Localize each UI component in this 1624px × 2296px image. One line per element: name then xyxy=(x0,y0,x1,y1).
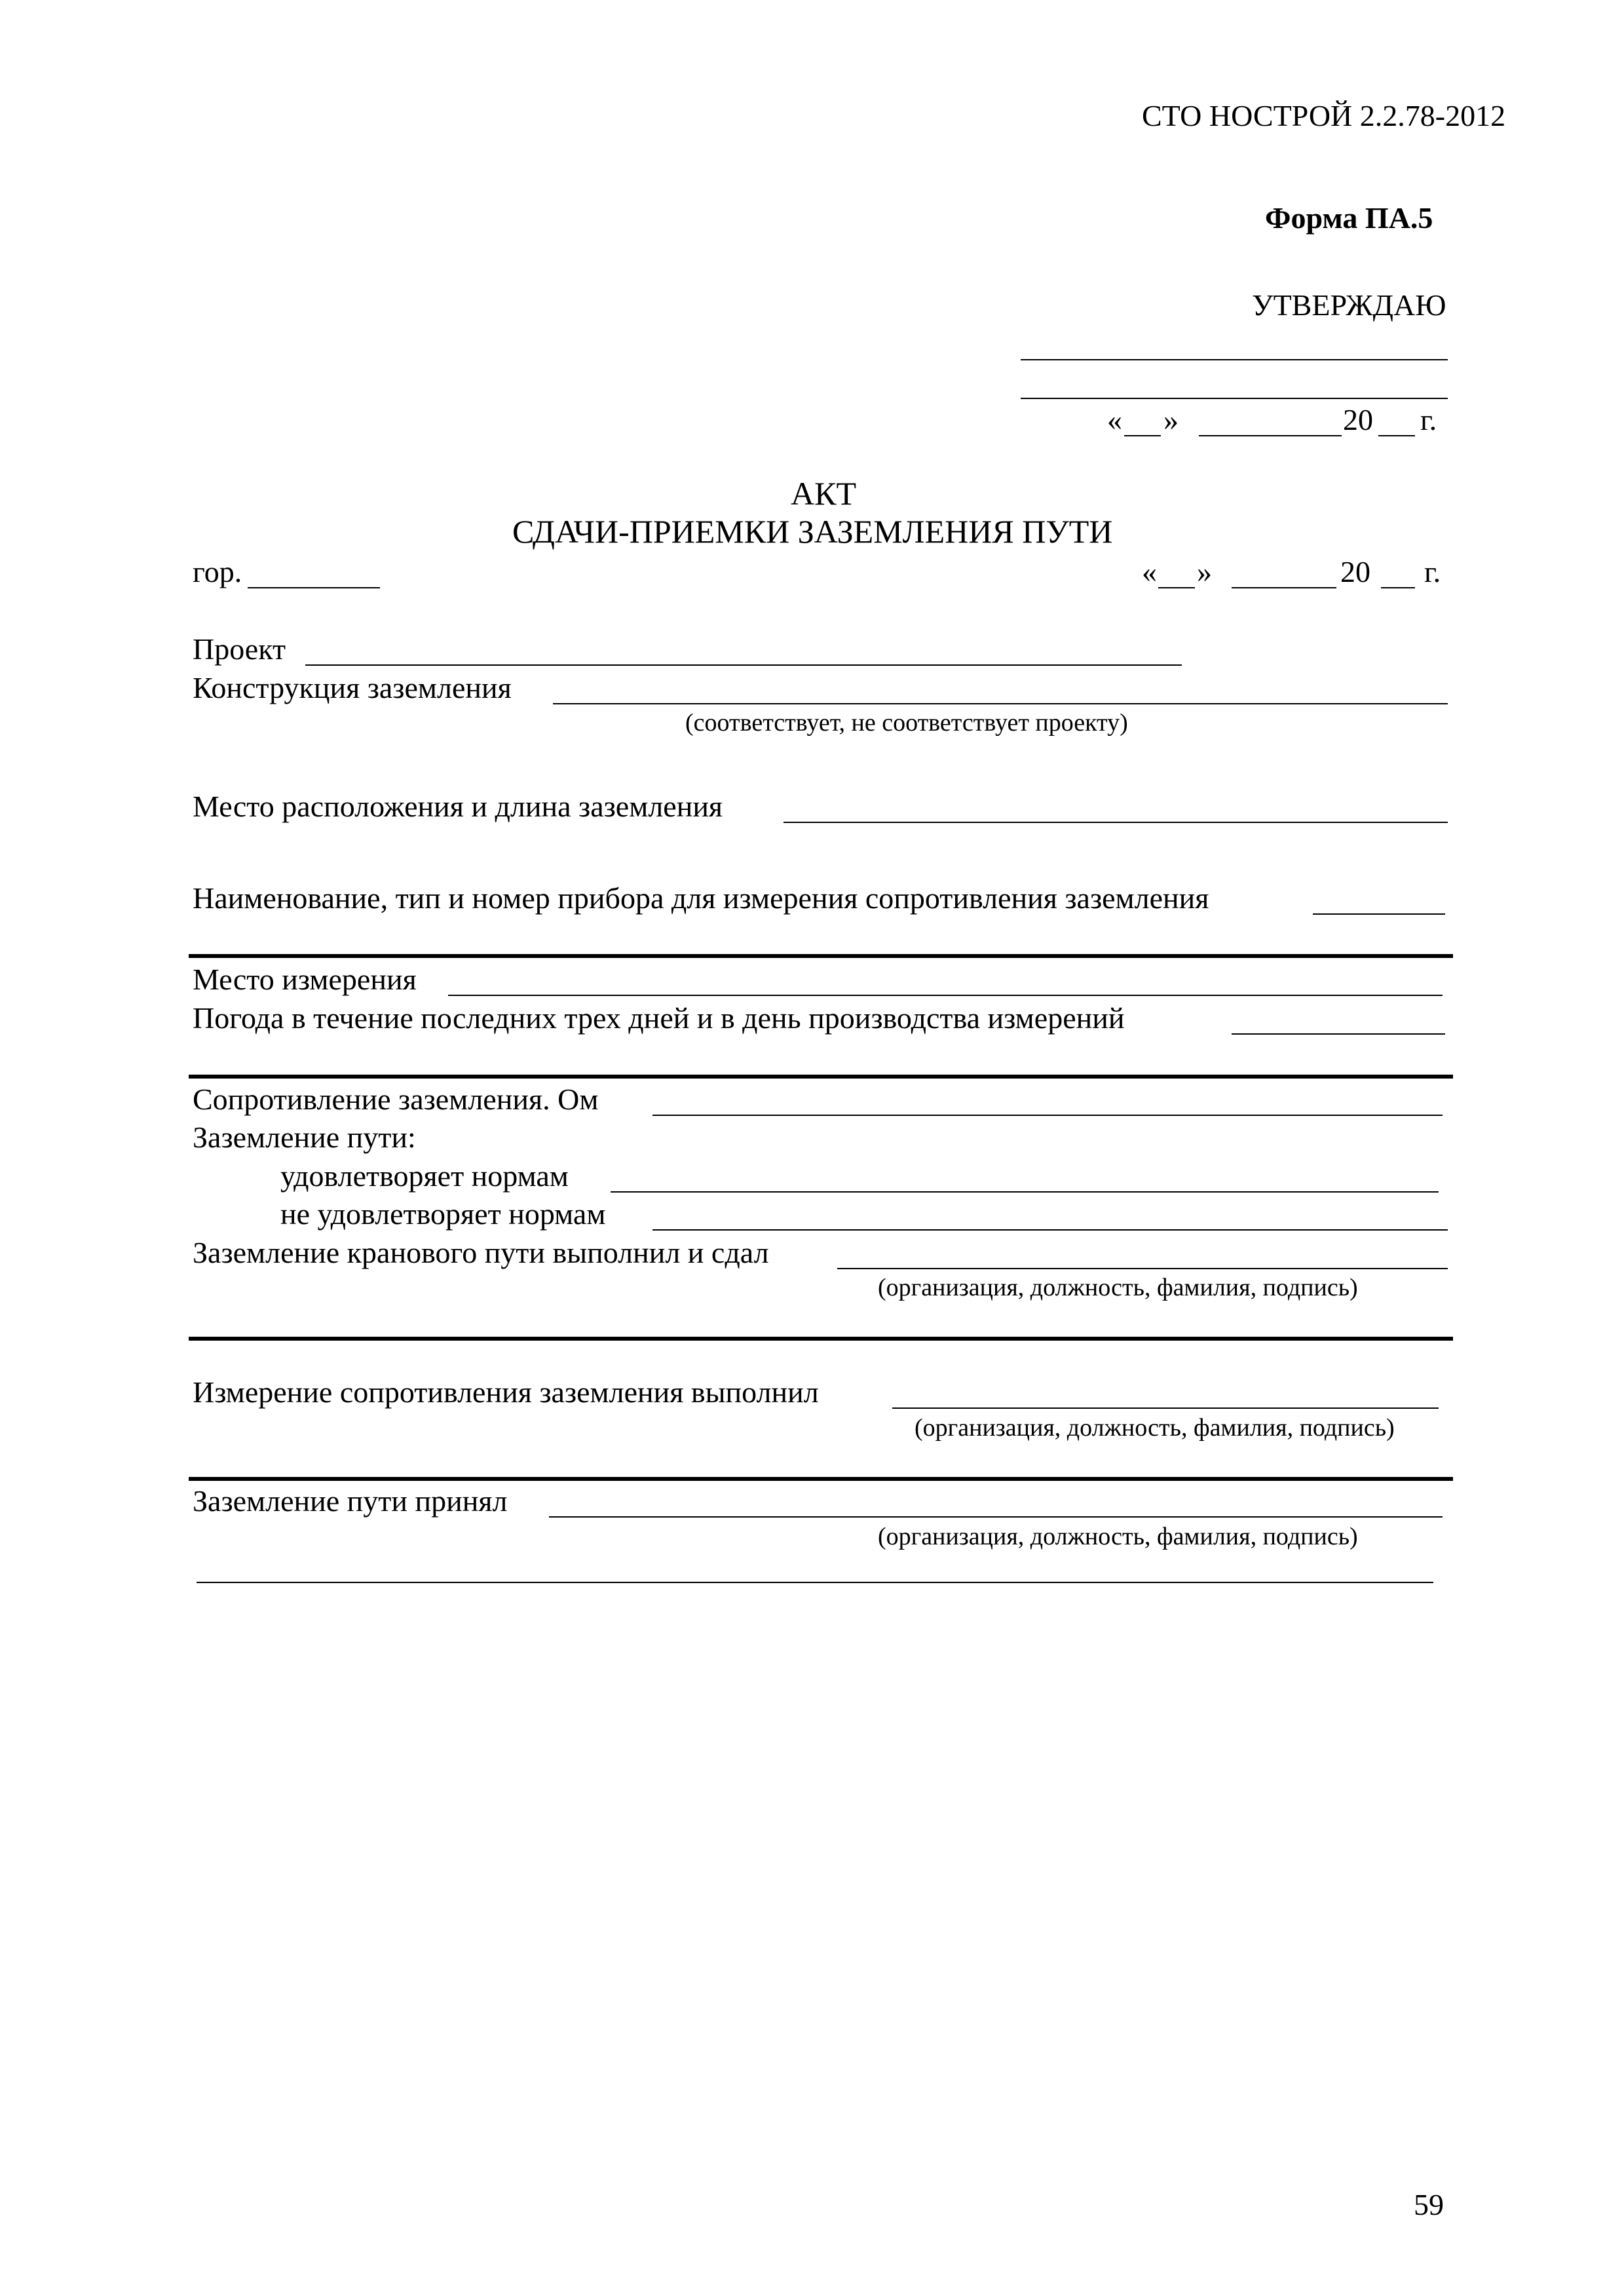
city-label: гор. xyxy=(193,555,242,588)
section-divider xyxy=(189,954,1453,958)
done-by-field[interactable] xyxy=(837,1268,1448,1269)
act-day-field[interactable] xyxy=(1158,587,1195,588)
device-label: Наименование, тип и номер прибора для измерения сопротивления заземления xyxy=(193,881,1209,915)
page-number: 59 xyxy=(1414,2188,1444,2221)
act-date-close-quote: » xyxy=(1197,555,1212,588)
act-month-field[interactable] xyxy=(1232,587,1336,588)
section-divider xyxy=(189,1337,1453,1341)
act-year-prefix: 20 xyxy=(1340,555,1370,588)
device-field[interactable] xyxy=(1313,913,1445,915)
approval-date-open-quote: « xyxy=(1107,403,1122,436)
act-title: АКТ xyxy=(791,475,856,512)
approval-date-close-quote: » xyxy=(1163,403,1179,436)
measured-by-note: (организация, должность, фамилия, подпись) xyxy=(915,1414,1395,1442)
meets-norms-field[interactable] xyxy=(611,1191,1439,1193)
approve-label: УТВЕРЖДАЮ xyxy=(1252,288,1446,322)
weather-label: Погода в течение последних трех дней и в день производства измерений xyxy=(193,1001,1125,1035)
project-field[interactable] xyxy=(305,664,1182,666)
approver-position-line[interactable] xyxy=(1021,359,1448,360)
measured-by-label: Измерение сопротивления заземления выполнил xyxy=(193,1375,819,1409)
approval-year-suffix: г. xyxy=(1420,403,1437,436)
meets-norms-label: удовлетворяет нормам xyxy=(280,1159,569,1193)
resistance-field[interactable] xyxy=(652,1115,1443,1116)
approval-year-prefix: 20 xyxy=(1343,403,1373,436)
project-label: Проект xyxy=(193,632,286,666)
measure-place-label: Место измерения xyxy=(193,963,417,996)
measured-by-field[interactable] xyxy=(892,1407,1439,1409)
done-by-label: Заземление кранового пути выполнил и сдал xyxy=(193,1236,769,1269)
act-year-field[interactable] xyxy=(1381,587,1415,588)
section-divider xyxy=(189,1075,1453,1079)
location-field[interactable] xyxy=(784,822,1448,823)
construction-note: (соответствует, не соответствует проекту) xyxy=(685,709,1128,737)
done-by-note: (организация, должность, фамилия, подпись) xyxy=(878,1274,1358,1301)
measure-place-field[interactable] xyxy=(448,995,1443,996)
accepted-by-field[interactable] xyxy=(549,1516,1443,1518)
construction-label: Конструкция заземления xyxy=(193,671,512,704)
accepted-by-extra-line[interactable] xyxy=(197,1582,1433,1583)
act-year-suffix: г. xyxy=(1424,555,1441,588)
location-label: Место расположения и длина заземления xyxy=(193,790,723,823)
standard-code: СТО НОСТРОЙ 2.2.78-2012 xyxy=(1142,99,1506,132)
accepted-by-label: Заземление пути принял xyxy=(193,1484,508,1518)
not-meets-norms-field[interactable] xyxy=(652,1229,1448,1231)
act-date-open-quote: « xyxy=(1142,555,1157,588)
approver-name-line[interactable] xyxy=(1021,398,1448,399)
approval-day-field[interactable] xyxy=(1124,435,1161,436)
approval-month-field[interactable] xyxy=(1199,435,1342,436)
approval-year-field[interactable] xyxy=(1378,435,1415,436)
accepted-by-note: (организация, должность, фамилия, подпись) xyxy=(878,1523,1358,1550)
resistance-label: Сопротивление заземления. Ом xyxy=(193,1082,599,1116)
act-subtitle: СДАЧИ-ПРИЕМКИ ЗАЗЕМЛЕНИЯ ПУТИ xyxy=(512,513,1113,550)
grounding-label: Заземление пути: xyxy=(193,1120,416,1154)
section-divider xyxy=(189,1477,1453,1481)
form-label: Форма ПА.5 xyxy=(1265,201,1433,235)
city-field[interactable] xyxy=(248,587,380,588)
not-meets-norms-label: не удовлетворяет нормам xyxy=(280,1197,606,1231)
weather-field[interactable] xyxy=(1232,1033,1445,1035)
construction-field[interactable] xyxy=(553,703,1448,704)
